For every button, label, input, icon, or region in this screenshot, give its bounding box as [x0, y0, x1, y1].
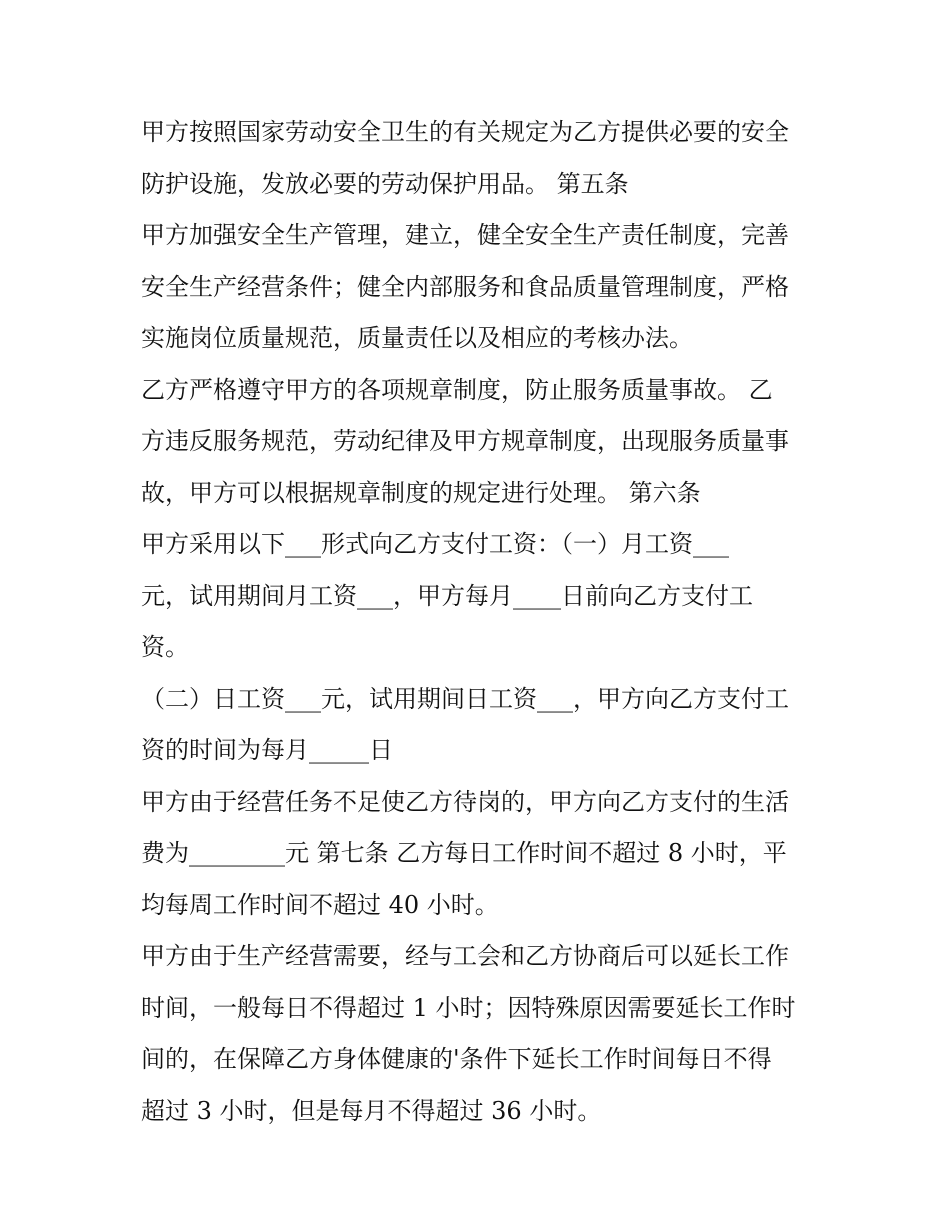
paragraph-monthly-wage	[141, 519, 821, 674]
text-line: 乙方严格遵守甲方的各项规章制度，防止服务质量事故。 乙	[141, 375, 773, 404]
text-line: 甲方按照国家劳动安全卫生的有关规定为乙方提供必要的安全	[141, 118, 789, 146]
text-line: 安全生产经营条件；健全内部服务和食品质量管理制度，严格	[141, 272, 789, 301]
paragraph-production-management	[141, 210, 821, 365]
text-line: 方违反服务规范，劳动纪律及甲方规章制度，出现服务质量事	[141, 427, 789, 455]
text-line: 时间，一般每日不得超过 1 小时；因特殊原因需要延长工作时	[141, 993, 796, 1022]
document-body	[141, 107, 821, 1137]
text-line: 资的时间为每月_____日	[141, 736, 393, 764]
text-line: （二）日工资___元，试用期间日工资___，甲方向乙方支付工	[141, 684, 789, 713]
paragraph-standby-and-hours	[141, 777, 821, 932]
text-line: 故，甲方可以根据规章制度的规定进行处理。 第六条	[141, 478, 701, 507]
text-line: 甲方由于生产经营需要，经与工会和乙方协商后可以延长工作	[141, 942, 789, 970]
text-line: 甲方采用以下___形式向乙方支付工资：（一）月工资___	[141, 530, 729, 558]
text-line: 防护设施，发放必要的劳动保护用品。 第五条	[141, 169, 629, 198]
text-line: 资。	[141, 633, 189, 661]
text-line: 甲方加强安全生产管理，建立，健全安全生产责任制度，完善	[141, 221, 789, 249]
text-line: 间的，在保障乙方身体健康的'条件下延长工作时间每日不得	[141, 1045, 772, 1073]
paragraph-rules-compliance	[141, 365, 821, 520]
paragraph-daily-wage	[141, 674, 821, 777]
text-line: 均每周工作时间不超过 40 小时。	[141, 890, 499, 919]
text-line: 甲方由于经营任务不足使乙方待岗的，甲方向乙方支付的生活	[141, 787, 789, 816]
text-line: 实施岗位质量规范，质量责任以及相应的考核办法。	[141, 324, 693, 352]
text-line: 元，试用期间月工资___，甲方每月____日前向乙方支付工	[141, 581, 753, 610]
paragraph-overtime	[141, 931, 821, 1137]
paragraph-safety-protection	[141, 107, 821, 210]
text-line: 超过 3 小时，但是每月不得超过 36 小时。	[141, 1096, 602, 1125]
text-line: 费为________元 第七条 乙方每日工作时间不超过 8 小时，平	[141, 839, 787, 867]
